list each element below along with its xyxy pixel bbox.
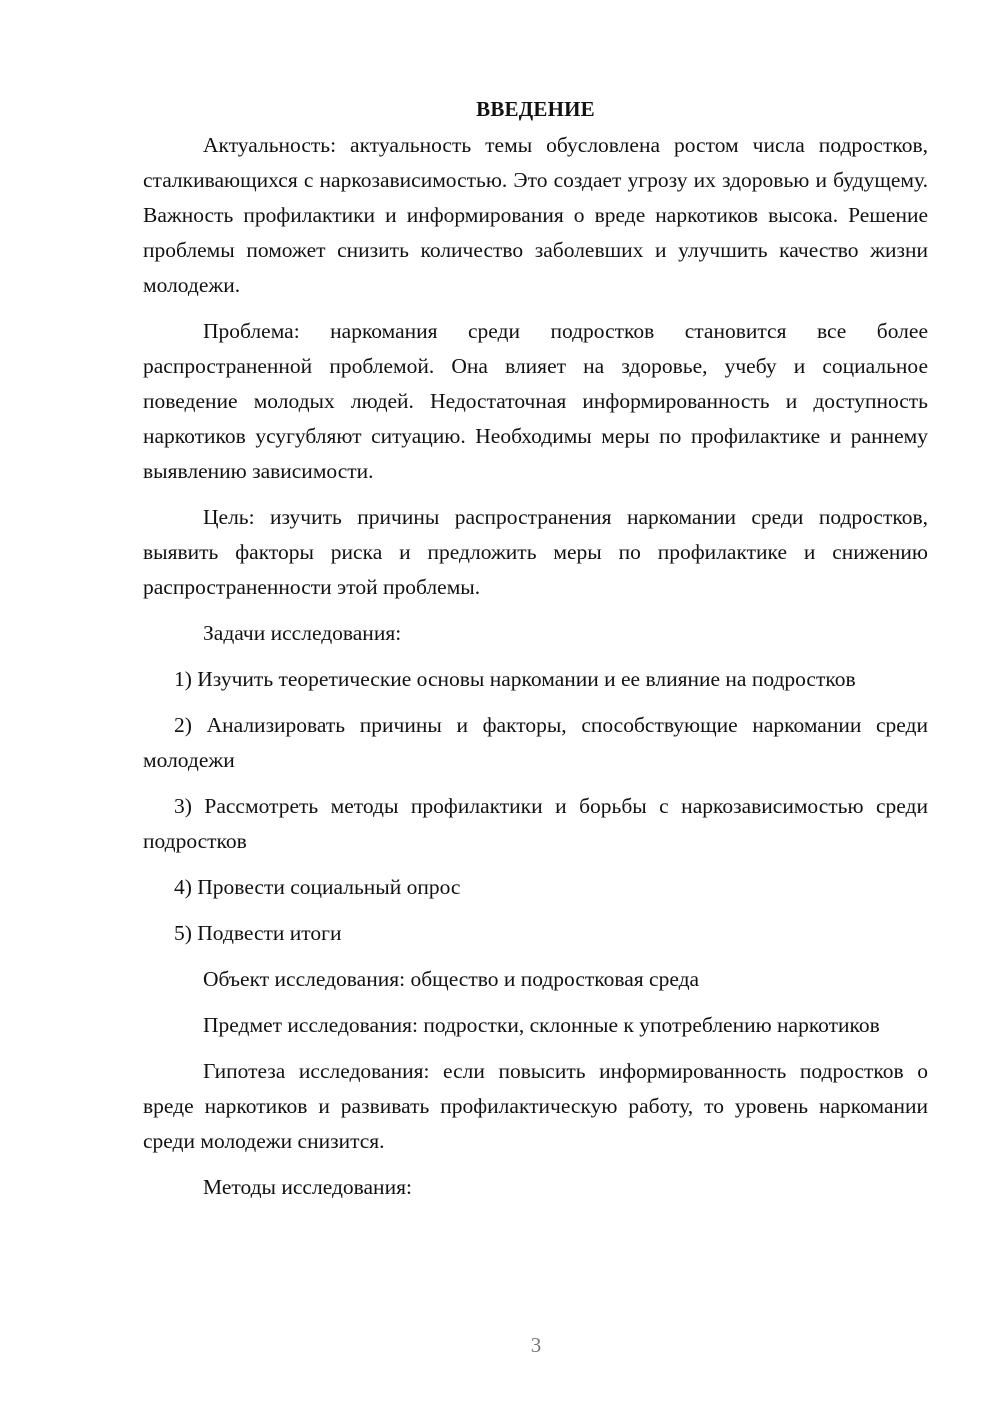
paragraph-relevance: Актуальность: актуальность темы обусловлена ростом числа подростков, сталкивающихся с наркозависимостью. Это создает угрозу их здоровью и будущему. Важность профилактики и информирования о вреде наркотиков высока. Решение проблемы поможет снизить количество заболевших и улучшить качество жизни молодежи. (143, 133, 928, 297)
research-object: Объект исследования: общество и подростковая среда (203, 967, 700, 991)
task-item-1: 1) Изучить теоретические основы наркомании и ее влияние на подростков (174, 667, 856, 691)
page-number: 3 (530, 1333, 542, 1357)
task-item-4: 4) Провести социальный опрос (174, 875, 461, 899)
document-page (143, 92, 928, 1216)
task-item-3: 3) Рассмотреть методы профилактики и борьбы с наркозависимостью среди подростков (143, 794, 928, 853)
task-item-5: 5) Подвести итоги (174, 921, 342, 945)
tasks-heading: Задачи исследования: (203, 621, 402, 645)
document-title: ВВЕДЕНИЕ (476, 97, 595, 121)
research-hypothesis: Гипотеза исследования: если повысить информированность подростков о вреде наркотиков и развивать профилактическую работу, то уровень наркомании среди молодежи снизится. (143, 1059, 928, 1153)
research-methods: Методы исследования: (203, 1175, 412, 1199)
task-item-2: 2) Анализировать причины и факторы, способствующие наркомании среди молодежи (143, 713, 928, 772)
research-subject: Предмет исследования: подростки, склонные к употреблению наркотиков (203, 1013, 880, 1037)
paragraph-goal: Цель: изучить причины распространения наркомании среди подростков, выявить факторы риска и предложить меры по профилактике и снижению распространенности этой проблемы. (143, 505, 928, 599)
paragraph-problem: Проблема: наркомания среди подростков становится все более распространенной проблемой. Она влияет на здоровье, учебу и социальное поведение молодых людей. Недостаточная информированность и доступность наркотиков усугубляют ситуацию. Необходимы меры по профилактике и раннему выявлению зависимости. (143, 319, 928, 483)
